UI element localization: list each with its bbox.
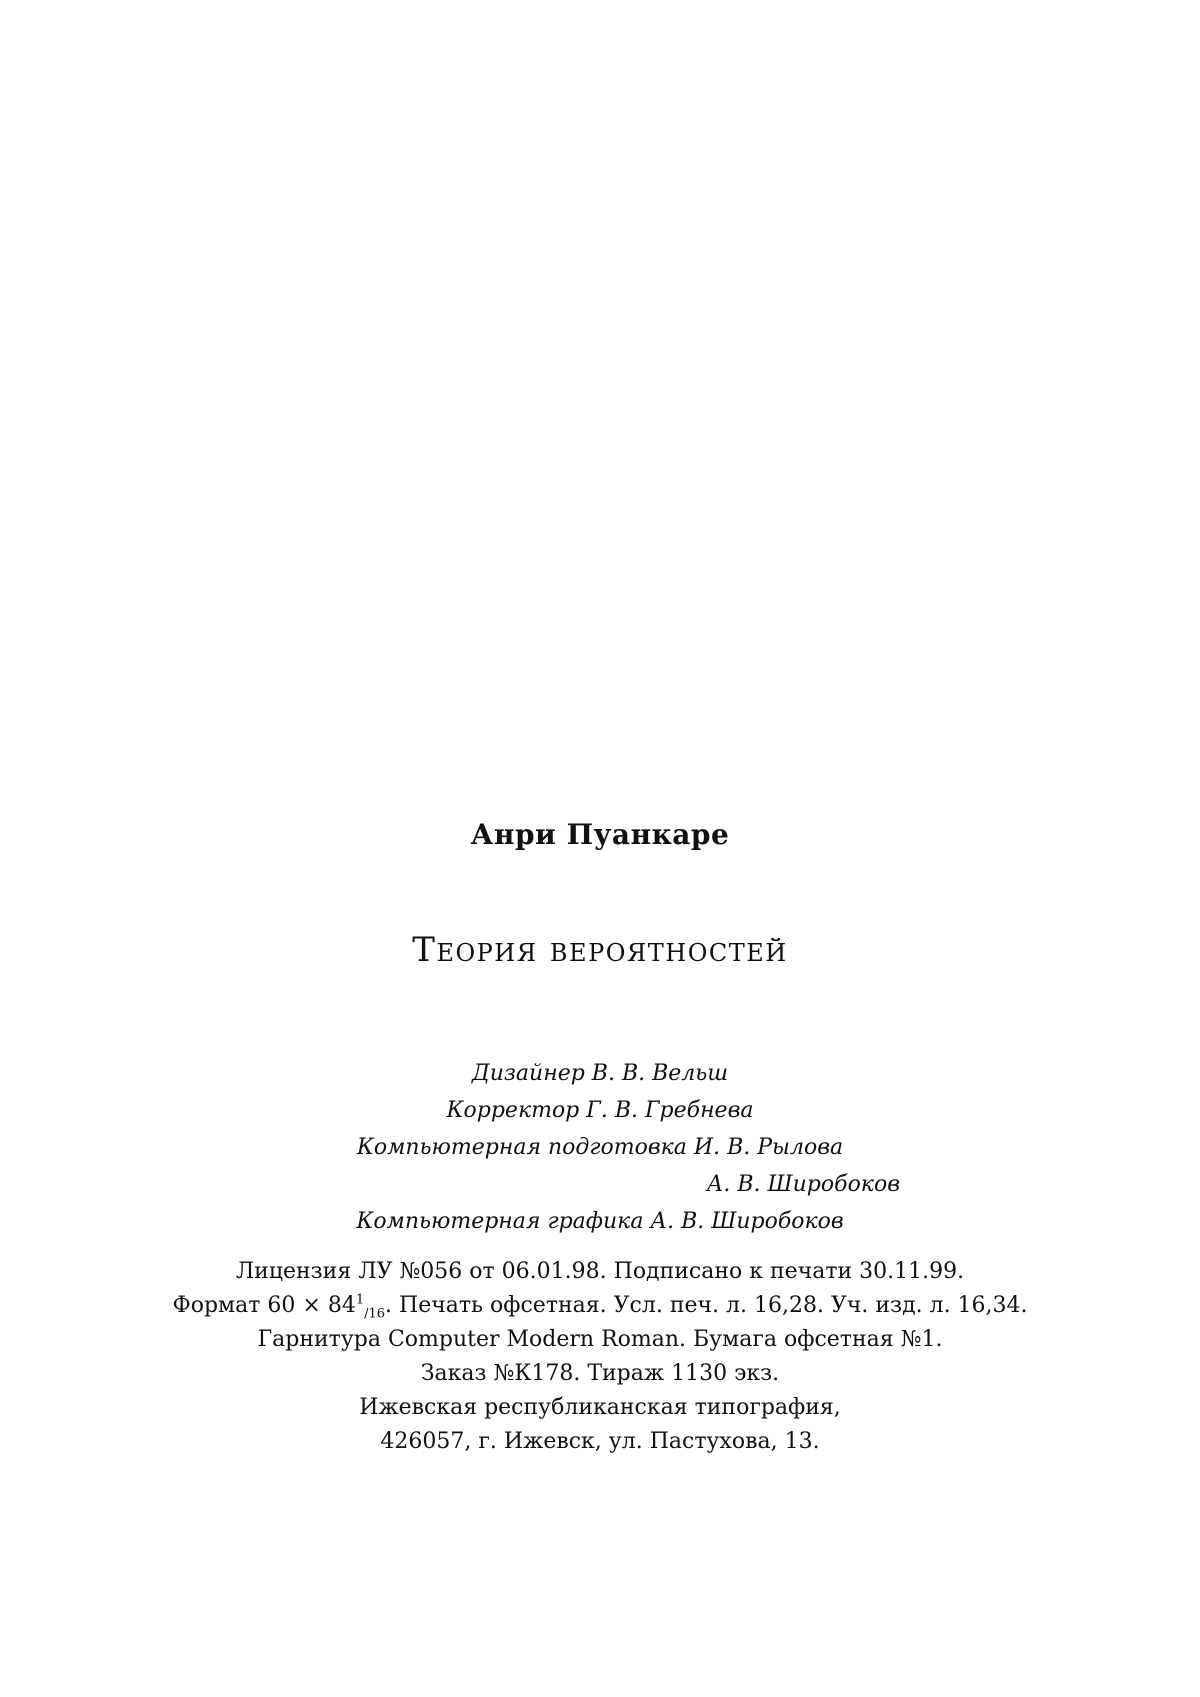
- credit-prep-continued: [0, 1166, 1200, 1203]
- credits-block: [0, 1055, 1200, 1240]
- credit-corrector: Корректор Г. В. Гребнева: [446, 1098, 754, 1123]
- author-name: Анри Пуанкаре: [470, 818, 730, 851]
- imprint-block: [0, 1255, 1200, 1459]
- imprint-license: Лицензия ЛУ №056 от 06.01.98. Подписано к печати 30.11.99.: [235, 1259, 965, 1284]
- format-prefix: Формат 60 × 84: [172, 1293, 356, 1318]
- format-fraction-numerator: 1: [355, 1292, 365, 1308]
- format-fraction-denominator: /16: [364, 1306, 386, 1322]
- imprint-format: [0, 1289, 1200, 1323]
- book-title: Теория вероятностей: [412, 930, 788, 970]
- format-suffix: . Печать офсетная. Усл. печ. л. 16,28. Уч. изд. л. 16,34.: [385, 1293, 1028, 1318]
- imprint-printer: Ижевская республиканская типография,: [359, 1395, 841, 1420]
- imprint-typeface: Гарнитура Computer Modern Roman. Бумага офсетная №1.: [257, 1327, 943, 1352]
- imprint-order: Заказ №К178. Тираж 1130 экз.: [420, 1361, 780, 1386]
- credit-designer: Дизайнер В. В. Вельш: [471, 1061, 729, 1086]
- credit-prep-second-name: А. В. Широбоков: [706, 1172, 900, 1197]
- credit-graphics: Компьютерная графика А. В. Широбоков: [356, 1209, 844, 1234]
- credit-prep: Компьютерная подготовка И. В. Рылова: [356, 1135, 844, 1160]
- imprint-address: 426057, г. Ижевск, ул. Пастухова, 13.: [380, 1429, 820, 1454]
